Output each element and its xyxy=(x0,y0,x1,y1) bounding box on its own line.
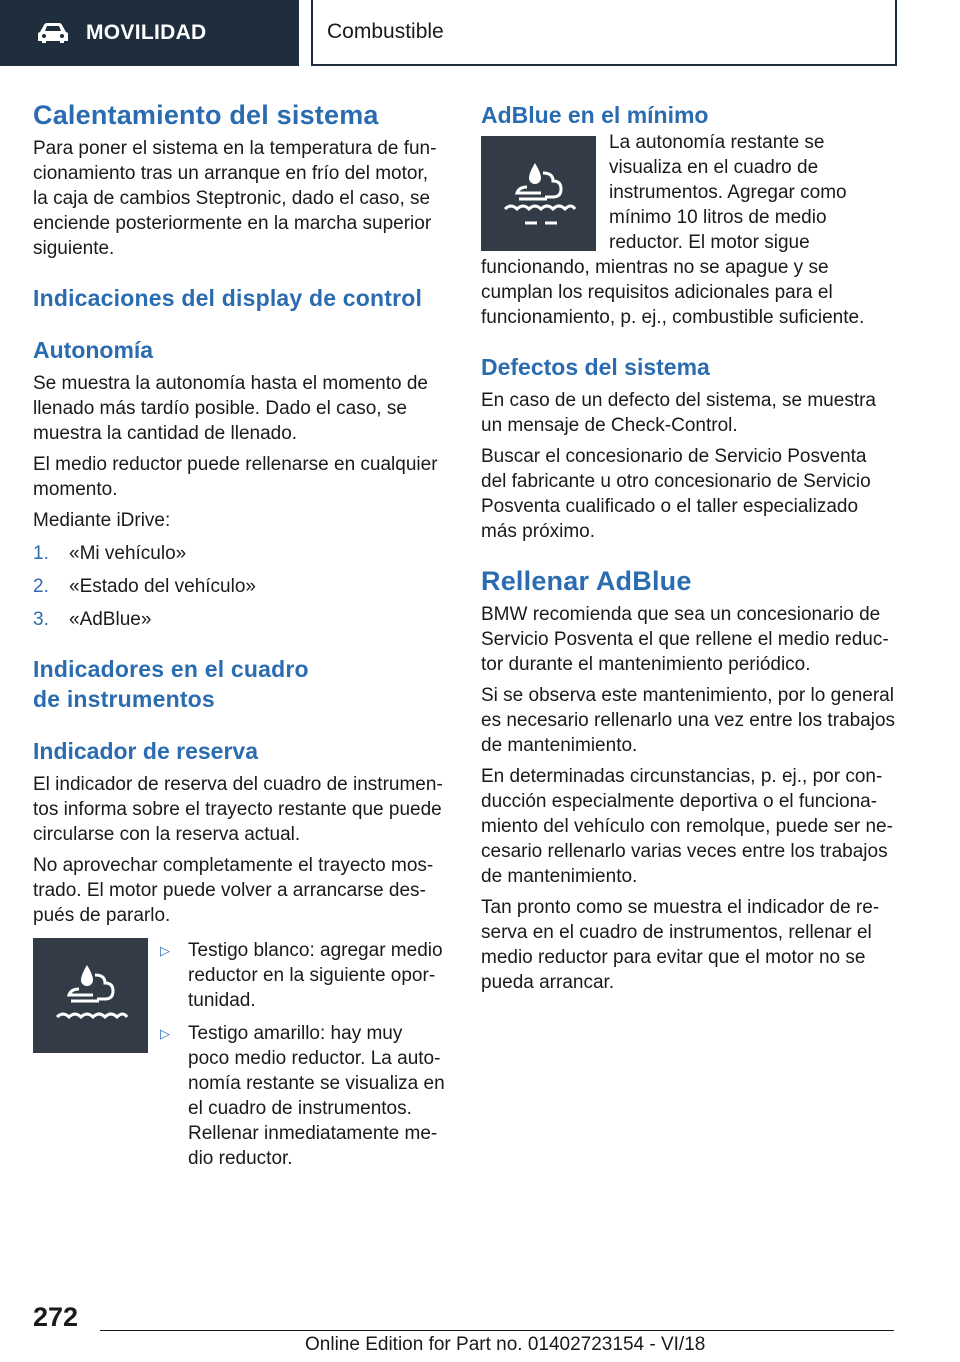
heading-indicadores-line1: Indicadores en el cuadro xyxy=(33,656,309,682)
list-item xyxy=(33,607,447,632)
triangle-bullet-icon: ▷ xyxy=(160,1026,170,1041)
section-label: MOVILIDAD xyxy=(86,21,207,44)
paragraph-reserva-1: El indicador de reserva del cuadro de instrumentos informa sobre el trayecto restante que puede circularse con la reserva actual. xyxy=(33,774,443,845)
step-number: 3. xyxy=(33,609,49,630)
heading-indicadores-line2: de instrumentos xyxy=(33,686,215,712)
warning-block xyxy=(33,938,447,1179)
list-item xyxy=(160,1021,447,1171)
paragraph-defectos-2: Buscar el concesionario de Servicio Posventa del fabricante u otro concesionario de Servicio Posventa cualificado o el taller especializado más próximo. xyxy=(481,446,871,542)
page-number: 272 xyxy=(33,1302,79,1332)
right-column xyxy=(481,100,897,995)
heading-reserva: Indicador de reserva xyxy=(33,738,258,764)
step-text: «Mi vehículo» xyxy=(69,543,187,564)
list-item xyxy=(33,541,447,566)
heading-indicadores xyxy=(33,654,447,714)
warning-text: Testigo amarillo: hay muy poco medio reductor. La autonomía restante se visualiza en el cuadro de instrumentos. Rellenar inmediatamente medio reductor. xyxy=(188,1023,445,1169)
triangle-bullet-icon: ▷ xyxy=(160,943,170,958)
step-number: 2. xyxy=(33,576,49,597)
heading-autonomia: Autonomía xyxy=(33,337,154,363)
chapter-box xyxy=(311,0,897,66)
heading-defectos: Defectos del sistema xyxy=(481,354,710,380)
chapter-label: Combustible xyxy=(327,20,444,43)
paragraph-autonomia-1: Se muestra la autonomía hasta el momento de llenado más tardío posible. Dado el caso, se muestra la cantidad de llenado. xyxy=(33,373,429,444)
edition-note: Online Edition for Part no. 01402723154 - VI/18 xyxy=(305,1334,706,1355)
adblue-minimum-icon xyxy=(481,136,596,251)
left-column xyxy=(33,100,447,1179)
paragraph-rellenar-4: Tan pronto como se muestra el indicador de reserva en el cuadro de instrumentos, rellenar el medio reductor para evitar que el motor no se pueda arrancar. xyxy=(481,897,880,993)
adblue-warning-icon xyxy=(33,938,148,1053)
step-text: «Estado del vehículo» xyxy=(69,576,256,597)
warning-list xyxy=(160,938,447,1179)
heading-indicaciones: Indicaciones del display de control xyxy=(33,285,423,311)
paragraph-rellenar-1: BMW recomienda que sea un concesionario de Servicio Posventa el que rellene el medio reductor durante el mantenimiento periódico. xyxy=(481,604,889,675)
paragraph-rellenar-3: En determinadas circunstancias, p. ej., por conducción especialmente deportiva o el funcionamiento del vehículo con remolque, puede ser necesario rellenarlo varias veces entre los trabajos de mantenimiento. xyxy=(481,766,893,887)
heading-rellenar: Rellenar AdBlue xyxy=(481,566,692,596)
paragraph-rellenar-2: Si se observa este mantenimiento, por lo general es necesario rellenarlo una vez entre los trabajos de mantenimiento. xyxy=(481,685,896,756)
section-tab xyxy=(0,0,299,66)
heading-minimo: AdBlue en el mínimo xyxy=(481,102,709,128)
footer-divider xyxy=(100,1330,894,1331)
idrive-steps xyxy=(33,541,447,632)
list-item xyxy=(160,938,447,1013)
paragraph-reserva-2: No aprovechar completamente el trayecto mostrado. El motor puede volver a arrancarse después de pararlo. xyxy=(33,855,434,926)
list-item xyxy=(33,574,447,599)
paragraph-defectos-1: En caso de un defecto del sistema, se muestra un mensaje de Check-Control. xyxy=(481,390,876,436)
car-icon xyxy=(36,22,70,44)
warning-text: Testigo blanco: agregar medio reductor en la siguiente oportunidad. xyxy=(188,940,443,1011)
paragraph-calentamiento: Para poner el sistema en la temperatura de funcionamiento tras un arranque en frío del motor, la caja de cambios Steptronic, dado el caso, se enciende posteriormente en la marcha superior siguiente. xyxy=(33,138,437,259)
heading-calentamiento: Calentamiento del sistema xyxy=(33,100,379,130)
step-number: 1. xyxy=(33,543,49,564)
paragraph-mediante: Mediante iDrive: xyxy=(33,510,171,531)
step-text: «AdBlue» xyxy=(69,609,152,630)
paragraph-autonomia-2: El medio reductor puede rellenarse en cualquier momento. xyxy=(33,454,438,500)
paragraph-minimo: La autonomía restante se visualiza en el cuadro de instrumentos. Agregar como mínimo 10 litros de medio reductor. El motor sigue funcionando, mientras no se apague y se cumplan los requisitos adicionales para el funcionamiento, p. ej., combustible suficiente. xyxy=(481,132,865,328)
